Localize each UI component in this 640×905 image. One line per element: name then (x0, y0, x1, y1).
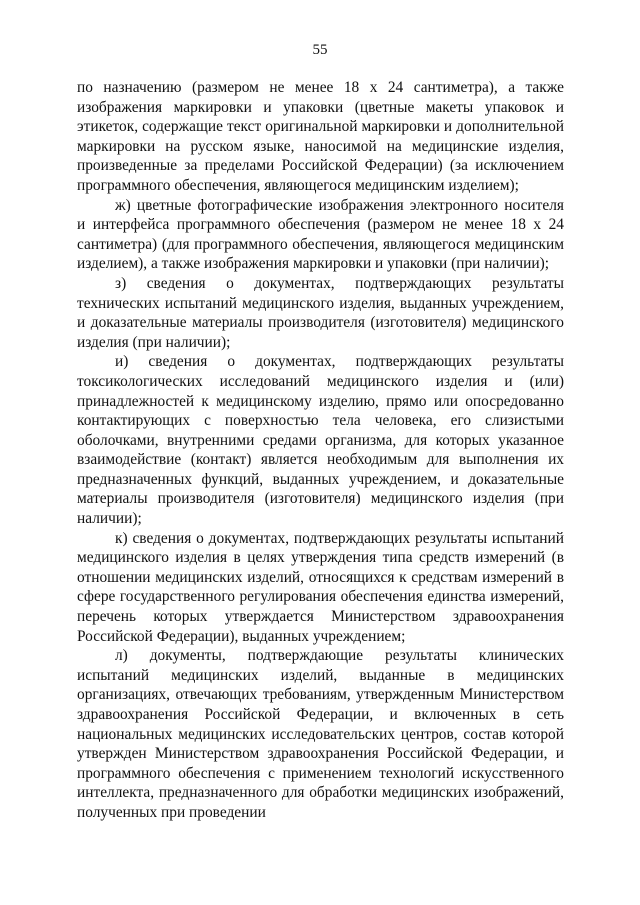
document-body (77, 78, 564, 823)
paragraph-item-zh: ж) цветные фотографические изображения электронного носителя и интерфейса программного обеспечения (размером не менее 18 х 24 сантиметра) (для программного обеспечения, являющегося медицинским изделием), а также изображения маркировки и упаковки (при наличии); (77, 196, 564, 273)
page-number: 55 (312, 42, 328, 58)
paragraph-item-z: з) сведения о документах, подтверждающих результаты технических испытаний медицинского изделия, выданных учреждением, и доказательные материалы производителя (изготовителя) медицинского изделия (при наличии); (77, 274, 564, 351)
paragraph-item-i: и) сведения о документах, подтверждающих результаты токсикологических исследований медицинского изделия и (или) принадлежностей к медицинскому изделию, прямо или опосредованно контактирующих с поверхностью тела человека, его слизистыми оболочками, внутренними средами организма, для которых указанное взаимодействие (контакт) является необходимым для выполнения их предназначенных функций, выданных учреждением, и доказательные материалы производителя (изготовителя) медицинского изделия (при наличии); (77, 353, 564, 528)
paragraph-item-l: л) документы, подтверждающие результаты клинических испытаний медицинских изделий, выданные в медицинских организациях, отвечающих требованиям, утвержденным Министерством здравоохранения Российской Федерации, и включенных в сеть национальных медицинских исследовательских центров, состав которой утвержден Министерством здравоохранения Российской Федерации, и программного обеспечения с применением технологий искусственного интеллекта, предназначенного для обработки медицинских изображений, полученных при проведении (77, 647, 564, 821)
paragraph-item-k: к) сведения о документах, подтверждающих результаты испытаний медицинского изделия в целях утверждения типа средств измерений (в отношении медицинских изделий, относящихся к средствам измерений в сфере государственного регулирования обеспечения единства измерений, перечень которых утверждается Министерством здравоохранения Российской Федерации), выданных учреждением; (77, 529, 564, 645)
paragraph-continuation: по назначению (размером не менее 18 х 24 сантиметра), а также изображения маркировки и упаковки (цветные макеты упаковок и этикеток, содержащие текст оригинальной маркировки и дополнительной маркировки на русском языке, наносимой на медицинские изделия, произведенные за пределами Российской Федерации) (за исключением программного обеспечения, являющегося медицинским изделием); (77, 79, 564, 194)
